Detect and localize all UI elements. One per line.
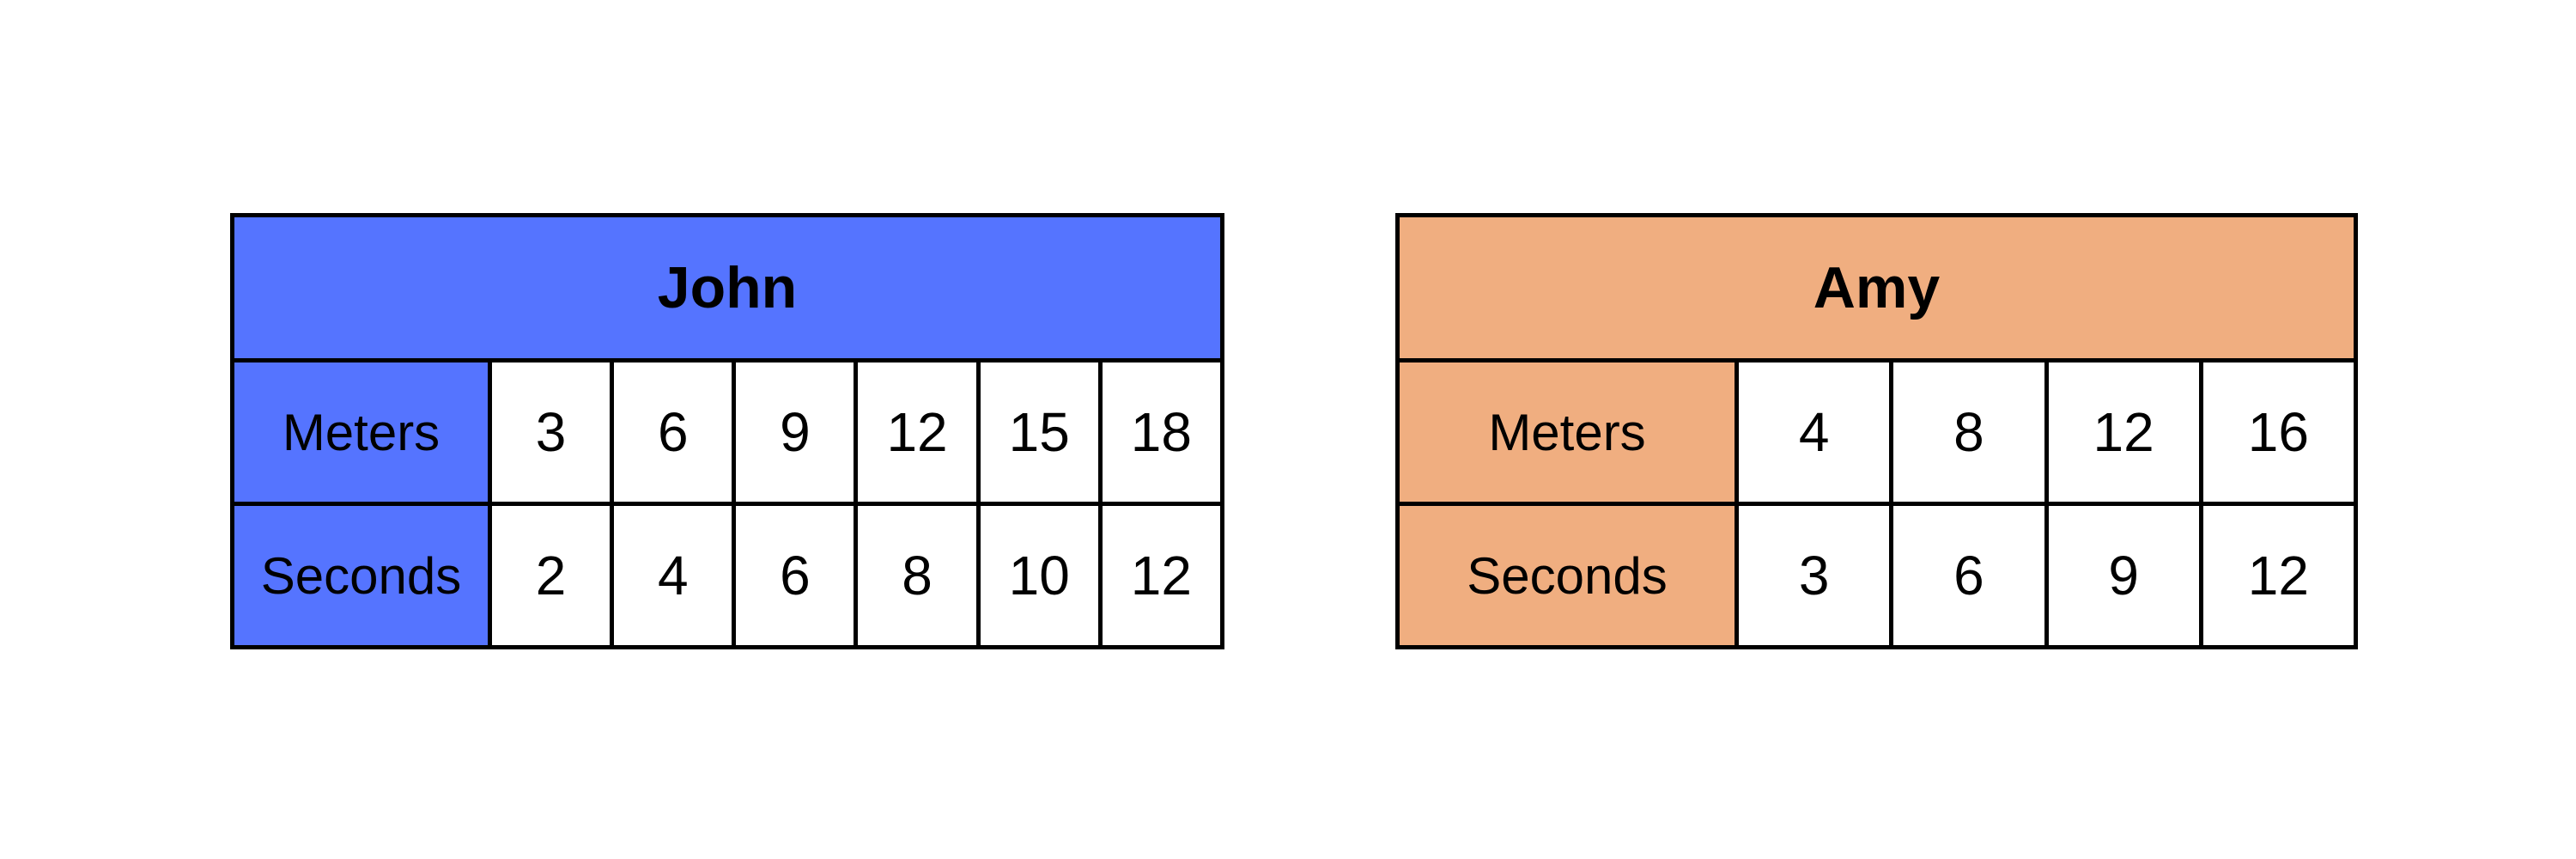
john-rate-table bbox=[230, 213, 1224, 649]
table-cell: 12 bbox=[856, 361, 978, 504]
table-title: John bbox=[233, 216, 1223, 361]
table-cell: 12 bbox=[2201, 504, 2355, 648]
table-title-row bbox=[233, 216, 1223, 361]
table-cell: 6 bbox=[734, 504, 856, 648]
table-cell: 8 bbox=[1892, 361, 2046, 504]
table-cell: 2 bbox=[490, 504, 612, 648]
table-title-row bbox=[1398, 216, 2356, 361]
table-cell: 8 bbox=[856, 504, 978, 648]
table-cell: 9 bbox=[734, 361, 856, 504]
table-cell: 12 bbox=[2046, 361, 2201, 504]
row-label-seconds: Seconds bbox=[233, 504, 490, 648]
table-cell: 16 bbox=[2201, 361, 2355, 504]
row-label-meters: Meters bbox=[233, 361, 490, 504]
table-cell: 18 bbox=[1100, 361, 1222, 504]
amy-rate-table bbox=[1395, 213, 2358, 649]
row-label-meters: Meters bbox=[1398, 361, 1737, 504]
table-cell: 15 bbox=[978, 361, 1100, 504]
table-cell: 3 bbox=[490, 361, 612, 504]
table-cell: 4 bbox=[612, 504, 734, 648]
meters-row bbox=[233, 361, 1223, 504]
meters-row bbox=[1398, 361, 2356, 504]
table-cell: 4 bbox=[1737, 361, 1892, 504]
table-cell: 3 bbox=[1737, 504, 1892, 648]
seconds-row bbox=[233, 504, 1223, 648]
table-title: Amy bbox=[1398, 216, 2356, 361]
table-cell: 9 bbox=[2046, 504, 2201, 648]
table-cell: 6 bbox=[1892, 504, 2046, 648]
table-cell: 10 bbox=[978, 504, 1100, 648]
table-cell: 6 bbox=[612, 361, 734, 504]
seconds-row bbox=[1398, 504, 2356, 648]
table-cell: 12 bbox=[1100, 504, 1222, 648]
row-label-seconds: Seconds bbox=[1398, 504, 1737, 648]
